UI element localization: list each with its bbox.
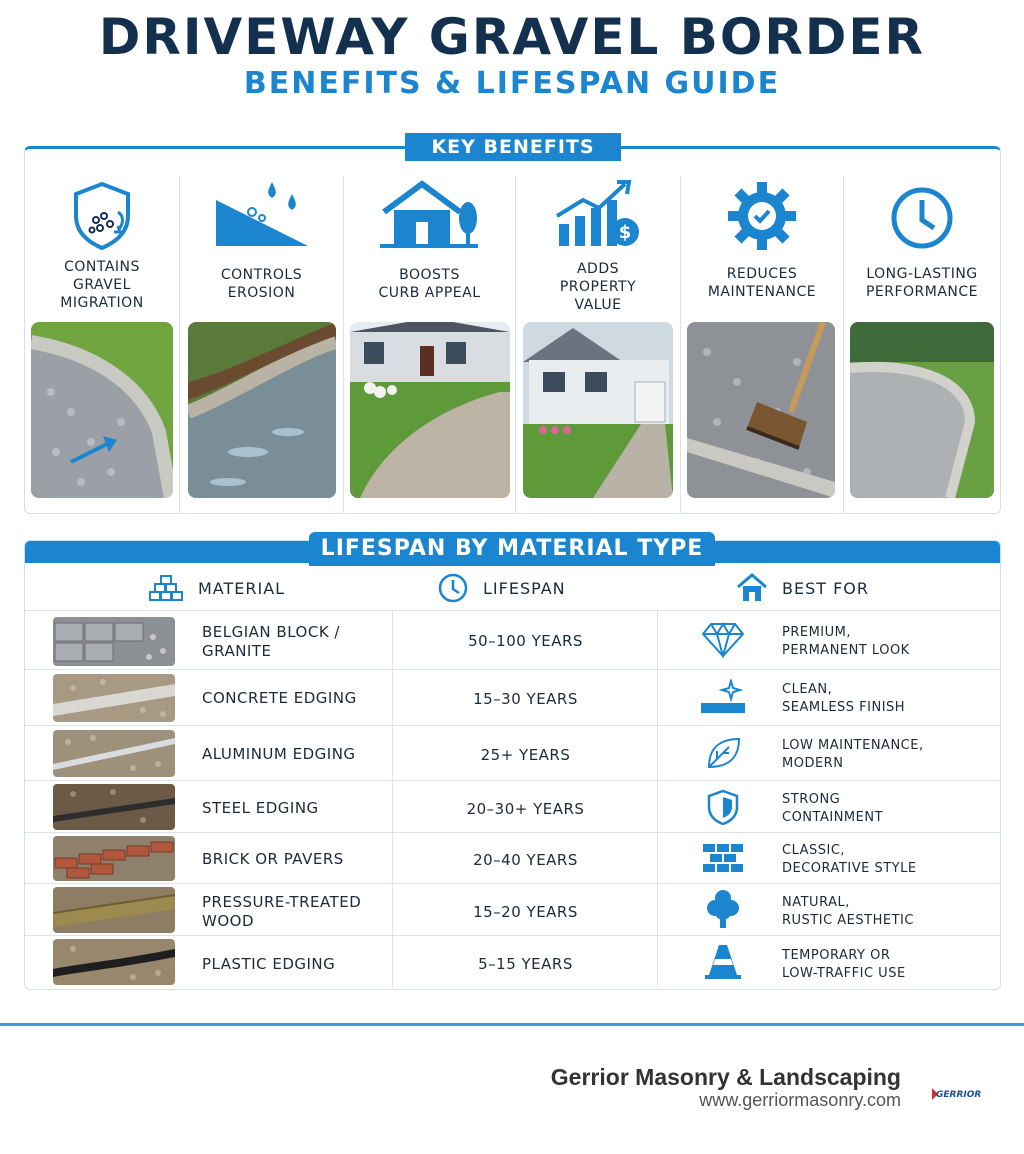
benefit-long-lasting: LONG-LASTING PERFORMANCE — [843, 176, 1000, 514]
shield-gravel-icon — [25, 176, 179, 256]
clock-icon — [844, 176, 1000, 256]
aluminum-edging-thumbnail — [53, 730, 175, 777]
benefit-contains-gravel: CONTAINS GRAVEL MIGRATION — [25, 176, 179, 514]
page-subtitle: BENEFITS & LIFESPAN GUIDE — [243, 66, 781, 101]
benefit-property-value: $ ADDS PROPERTY VALUE — [515, 176, 680, 514]
erosion-photo — [188, 322, 336, 498]
footer-divider — [0, 1023, 1024, 1026]
diamond-icon — [695, 621, 751, 659]
steel-edging-thumbnail — [53, 784, 175, 830]
house-driveway-photo — [350, 322, 510, 498]
gravel-border-photo — [31, 322, 173, 498]
wood-edging-thumbnail — [53, 887, 175, 933]
cone-icon — [695, 940, 751, 982]
company-website: www.gerriormasonry.com — [699, 1090, 901, 1110]
shield-icon — [695, 788, 751, 826]
table-row: PLASTIC EDGING 5–15 YEARS TEMPORARY OR LOW-TRAFFIC USE — [25, 935, 1000, 988]
table-row: PRESSURE-TREATED WOOD 15–20 YEARS NATURAL, RUSTIC AESTHETIC — [25, 883, 1000, 935]
svg-text:GERRIOR: GERRIOR — [936, 1090, 982, 1100]
blocks-icon — [148, 574, 184, 602]
tree-icon — [695, 888, 751, 930]
column-header-lifespan: LIFESPAN — [437, 568, 566, 608]
benefit-reduces-maintenance: REDUCES MAINTENANCE — [680, 176, 843, 514]
table-row: ALUMINUM EDGING 25+ YEARS LOW MAINTENANCE, MODERN — [25, 725, 1000, 780]
bricks-icon — [695, 839, 751, 877]
slope-water-icon — [180, 176, 343, 256]
table-row: CONCRETE EDGING 15–30 YEARS CLEAN, SEAMLESS FINISH — [25, 669, 1000, 725]
brick-pavers-thumbnail — [53, 836, 175, 881]
leaf-icon — [695, 734, 751, 772]
home-value-photo — [523, 322, 673, 498]
page-title: DRIVEWAY GRAVEL BORDER — [98, 8, 926, 66]
gear-check-icon — [681, 176, 843, 256]
table-row: BELGIAN BLOCK / GRANITE 50–100 YEARS PREMIUM, PERMANENT LOOK — [25, 610, 1000, 669]
house-icon — [736, 573, 768, 603]
chart-dollar-icon — [516, 176, 680, 256]
house-icon — [344, 176, 515, 256]
table-row: BRICK OR PAVERS 20–40 YEARS CLASSIC, DECORATIVE STYLE — [25, 832, 1000, 883]
lifespan-heading: LIFESPAN BY MATERIAL TYPE — [309, 532, 715, 566]
sparkle-bar-icon — [695, 678, 751, 716]
concrete-edging-thumbnail — [53, 674, 175, 722]
benefit-curb-appeal: BOOSTS CURB APPEAL — [343, 176, 515, 514]
company-name: Gerrior Masonry & Landscaping — [550, 1064, 901, 1090]
column-header-best-for: BEST FOR — [736, 568, 869, 608]
company-logo — [930, 1084, 994, 1102]
clock-icon — [437, 572, 469, 604]
plastic-edging-thumbnail — [53, 939, 175, 985]
belgian-block-thumbnail — [53, 617, 175, 666]
long-driveway-photo — [850, 322, 994, 498]
key-benefits-heading: KEY BENEFITS — [405, 133, 621, 161]
table-row: STEEL EDGING 20–30+ YEARS STRONG CONTAINMENT — [25, 780, 1000, 832]
benefit-controls-erosion: CONTROLS EROSION — [179, 176, 343, 514]
column-header-material: MATERIAL — [148, 568, 285, 608]
broom-gravel-photo — [687, 322, 835, 498]
svg-text:$: $ — [618, 222, 632, 243]
